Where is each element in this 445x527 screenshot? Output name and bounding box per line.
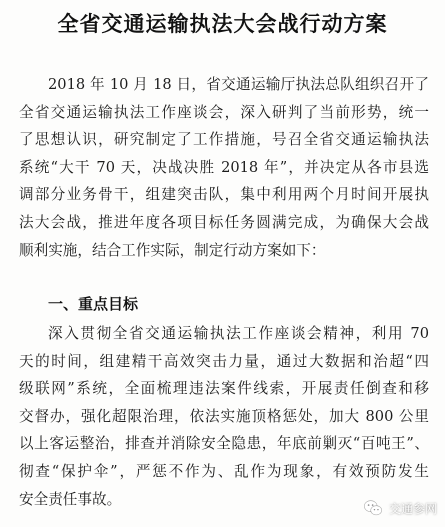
text-line: 了思想认识，研究制定了工作措施，号召全省交通运输执法 bbox=[19, 131, 429, 149]
text-line: 深入贯彻全省交通运输执法工作座谈会精神，利用 70 bbox=[48, 325, 429, 342]
watermark-text: 交通参网 bbox=[388, 501, 437, 516]
paragraph-key-targets bbox=[19, 320, 429, 513]
section-heading-key-targets: 一、重点目标 bbox=[48, 295, 139, 313]
wechat-icon bbox=[362, 497, 384, 519]
text-line: 交督办，强化超限治理，依法实施顶格惩处，加大 800 公里 bbox=[19, 407, 429, 425]
source-watermark bbox=[362, 497, 437, 519]
document-title: 全省交通运输执法大会战行动方案 bbox=[57, 11, 388, 36]
text-line: 安全责任事故。 bbox=[19, 490, 122, 508]
text-line: 天的时间，组建精干高效突击力量，通过大数据和治超“四 bbox=[19, 352, 429, 370]
text-line: 顺利实施，结合工作实际，制定行动方案如下： bbox=[19, 241, 326, 259]
text-line: 系统“大干 70 天，决战决胜 2018 年”，并决定从各市县选 bbox=[19, 158, 429, 176]
text-line: 彻查“保护伞”，严惩不作为、乱作为现象，有效预防发生 bbox=[19, 462, 429, 480]
text-line: 全省交通运输执法工作座谈会，深入研判了当前形势，统一 bbox=[19, 103, 429, 121]
text-line: 以上客运整治，排查并消除安全隐患，年底前剿灭“百吨王”、 bbox=[19, 435, 429, 453]
text-line: 2018 年 10 月 18 日，省交通运输厅执法总队组织召开了 bbox=[48, 76, 429, 93]
text-line: 级联网”系统，全面梳理违法案件线索，开展责任倒查和移 bbox=[19, 380, 429, 398]
paragraph-intro bbox=[19, 71, 429, 264]
text-line: 法大会战，推进年度各项目标任务圆满完成，为确保大会战 bbox=[19, 213, 429, 231]
text-line: 调部分业务骨干，组建突击队，集中利用两个月时间开展执 bbox=[19, 186, 429, 204]
